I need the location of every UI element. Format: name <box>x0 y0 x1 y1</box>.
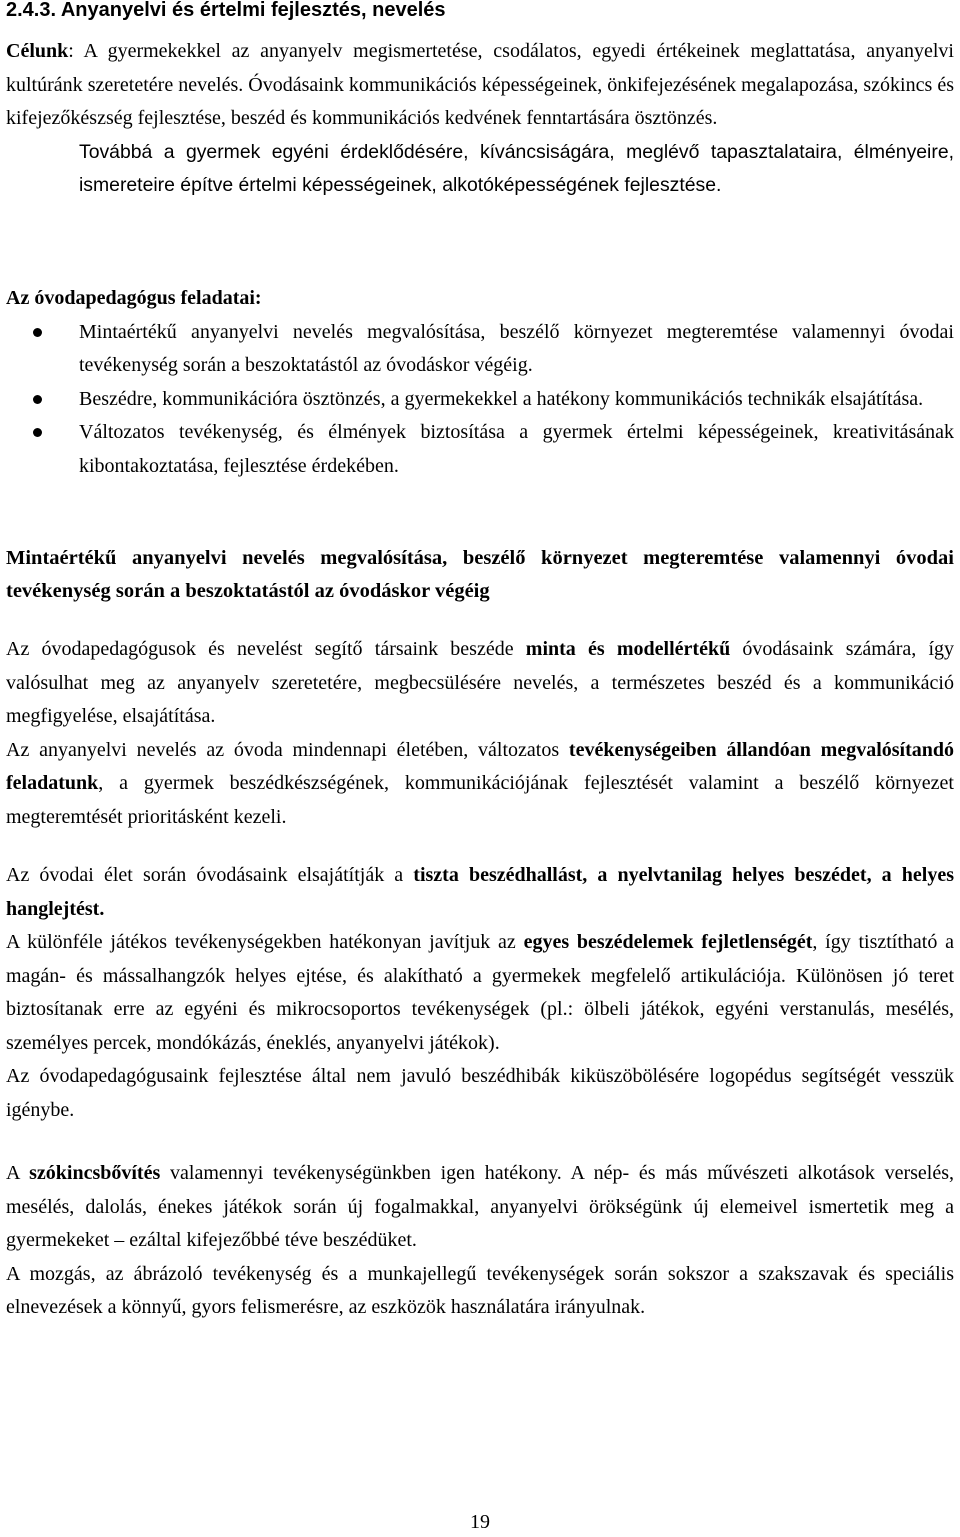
list-item <box>6 316 954 383</box>
paragraph-5: Az óvodapedagógusaink fejlesztése által nem javuló beszédhibák kiküszöbölésére logopédus segítségét vesszük igénybe. <box>6 1065 954 1121</box>
task-text: Mintaértékű anyanyelvi nevelés megvalósítása, beszélő környezet megteremtése valamennyi óvodai tevékenység során a beszoktatástól az óvodáskor végéig. <box>79 320 954 376</box>
tasks-title: Az óvodapedagógus feladatai: <box>6 287 262 309</box>
paragraph-7: A mozgás, az ábrázoló tevékenység és a munkajellegű tevékenységek során sokszor a szakszavak és speciális elnevezések a könnyű, gyors felismerésre, az eszközök használatára irányulnak. <box>6 1262 954 1318</box>
subsection-heading: Mintaértékű anyanyelvi nevelés megvalósítása, beszélő környezet megteremtése valamennyi óvodai tevékenység során a beszoktatástól az óvodáskor végéig <box>6 547 954 602</box>
section-heading: 2.4.3. Anyanyelvi és értelmi fejlesztés, nevelés <box>6 0 446 21</box>
tasks-section <box>6 282 954 483</box>
goal-label: Célunk <box>6 40 69 62</box>
body-block-1 <box>6 633 954 834</box>
text-run-bold: tiszta beszédhallást, a nyelvtanilag helyes beszédet, a helyes hanglejtést. <box>6 864 955 920</box>
paragraph-1 <box>6 633 954 734</box>
paragraph-3 <box>6 859 954 926</box>
bullet-icon <box>33 328 42 337</box>
text-run: óvodásaink számára, így valósulhat meg az anyanyelv szeretetére, megbecsülésére nevelés, a természetes beszéd és a kommunikáció megfigyelése, elsajátítása. <box>6 638 954 727</box>
text-run-bold: egyes beszédelemek fejletlenségét <box>523 931 813 953</box>
bullet-icon <box>33 395 42 404</box>
text-run-bold: szókincsbővítés <box>29 1162 161 1184</box>
task-text: Változatos tevékenység, és élmények biztosítása a gyermek értelmi képességeinek, kreativitásának kibontakoztatása, fejlesztése érdekében. <box>79 421 954 477</box>
text-run: A <box>6 1162 30 1184</box>
tasks-list <box>6 316 954 484</box>
goal-section <box>6 35 954 203</box>
goal-paragraph-continued: Továbbá a gyermek egyéni érdeklődésére, kíváncsiságára, meglévő tapasztalataira, élményeire, ismereteire építve értelmi képességeinek, alkotóképességének fejlesztése. <box>79 140 954 196</box>
list-item <box>6 383 954 417</box>
text-run: A különféle játékos tevékenységekben hatékonyan javítjuk az <box>6 931 524 953</box>
paragraph-6 <box>6 1157 954 1258</box>
text-run: valamennyi tevékenységünkben igen hatékony. A nép- és más művészeti alkotások verselés, mesélés, dalolás, énekes játékok során új fogalmakkal, anyanyelvi örökségünk új elemeivel ismertetik meg a gyermekeket – ezáltal kifejezőbbé téve beszédüket. <box>6 1162 954 1251</box>
body-block-2 <box>6 859 954 1127</box>
paragraph-2 <box>6 734 954 835</box>
subsection <box>6 542 954 608</box>
goal-paragraph <box>6 35 954 136</box>
text-run-bold: tevékenységeiben állandóan megvalósítandó feladatunk <box>6 738 955 794</box>
goal-text: : A gyermekekkel az anyanyelv megismertetése, csodálatos, egyedi értékeinek meglattatása, anyanyelvi kultúránk szeretetére nevelés. Óvodásaink kommunikációs képességeinek, önkifejezésének megalapozása, szókincs és kifejezőkészség fejlesztése, beszéd és kommunikációs kedvének fenntartására ösztönzés. <box>6 40 954 129</box>
paragraph-4 <box>6 926 954 1060</box>
text-run: , így tisztítható a magán- és mássalhangzók helyes ejtése, és alakítható a gyermekek megfelelő artikulációja. Különösen jó teret biztosítanak erre az egyéni és mikrocsoportos tevékenységek (pl.: ölbeli játékok, egyéni verstanulás, mesélés, személyes percek, mondókázás, éneklés, anyanyelvi játékok). <box>6 931 954 1054</box>
text-run: , a gyermek beszédkészségének, kommunikációjának fejlesztését valamint a beszélő környezet megteremtését prioritásként kezeli. <box>6 772 954 828</box>
page-number: 19 <box>470 1511 490 1533</box>
text-run: Az anyanyelvi nevelés az óvoda mindennapi életében, változatos <box>6 738 569 761</box>
bullet-icon <box>33 428 42 437</box>
body-block-3 <box>6 1157 954 1325</box>
list-item <box>6 416 954 483</box>
text-run: Az óvodapedagógusok és nevelést segítő társaink beszéde <box>6 638 526 660</box>
text-run-bold: minta és modellértékű <box>525 638 731 660</box>
text-run: Az óvodai élet során óvodásaink elsajátítják a <box>6 864 414 886</box>
task-text: Beszédre, kommunikációra ösztönzés, a gyermekekkel a hatékony kommunikációs technikák elsajátítása. <box>79 387 924 410</box>
